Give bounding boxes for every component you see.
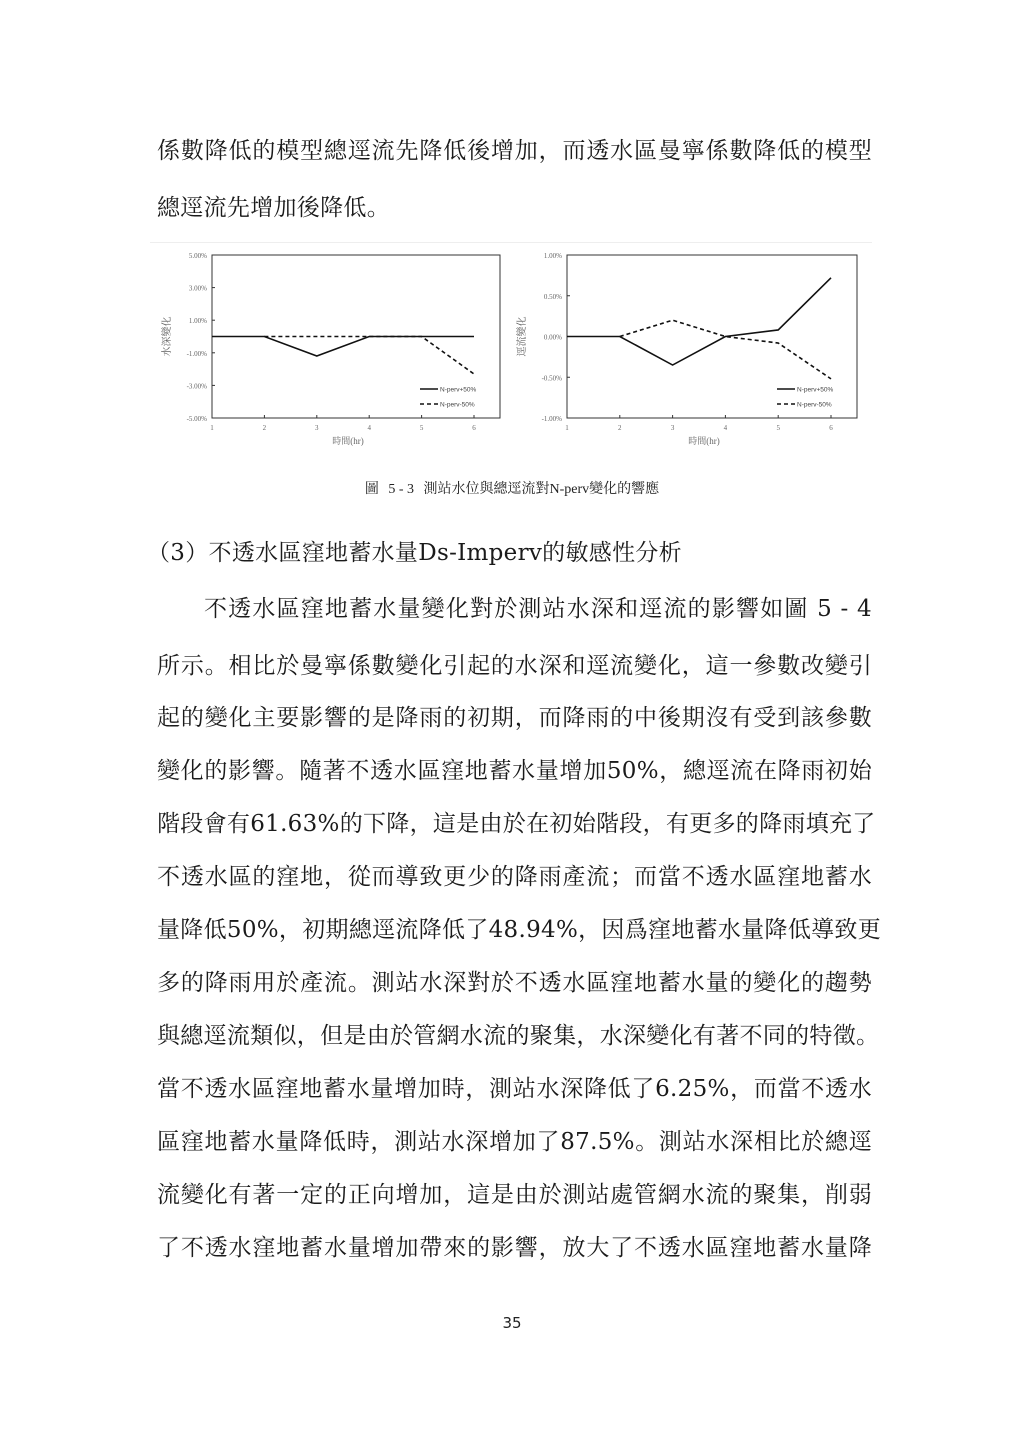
x-tick-label: 3 — [670, 424, 675, 432]
text-line: 區窪地蓄水量降低時，測站水深增加了87.5%。測站水深相比於總逕 — [157, 1129, 872, 1155]
figure-caption — [0, 478, 1024, 498]
x-tick-label: 2 — [262, 424, 267, 432]
caption-text: 測站水位與總逕流對N-perv變化的響應 — [423, 482, 660, 497]
text-line: 所示。相比於曼寧係數變化引起的水深和逕流變化，這一參數改變引 — [157, 653, 872, 679]
text-line: 變化的影響。隨著不透水區窪地蓄水量增加50%，總逕流在降雨初始 — [157, 758, 872, 784]
x-tick-label: 3 — [315, 424, 319, 432]
x-tick-label: 6 — [472, 424, 476, 432]
text-line: 流變化有著一定的正向增加，這是由於測站處管網水流的聚集，削弱 — [157, 1182, 872, 1208]
text-line: 多的降雨用於產流。測站水深對於不透水區窪地蓄水量的變化的趨勢 — [157, 970, 872, 996]
y-tick-label: 5.00% — [188, 252, 207, 260]
y-tick-label: 0.00% — [543, 333, 562, 342]
y-tick-label: -1.00% — [186, 349, 207, 358]
y-tick-label: -5.00% — [186, 415, 207, 423]
text-line: 量降低50%，初期總逕流降低了48.94%，因爲窪地蓄水量降低導致更 — [157, 917, 882, 943]
x-tick-label: 2 — [618, 424, 622, 432]
text-line: 係數降低的模型總逕流先降低後增加，而透水區曼寧係數降低的模型 — [157, 138, 872, 164]
chart-water-depth — [150, 244, 510, 453]
legend-label: N-perv+50% — [797, 386, 834, 394]
y-tick-label: -3.00% — [186, 382, 207, 391]
x-tick-label: 1 — [565, 424, 569, 432]
x-tick-label: 5 — [419, 424, 424, 432]
x-tick-label: 5 — [776, 424, 780, 432]
chart-runoff-svg — [510, 244, 870, 449]
y-tick-label: 1.00% — [188, 317, 207, 326]
section-heading: （3）不透水區窪地蓄水量Ds-Imperv的敏感性分析 — [147, 540, 682, 566]
caption-label: 圖 — [364, 482, 379, 497]
chart-water-depth-svg — [150, 244, 510, 449]
x-tick-label: 6 — [829, 424, 833, 432]
y-tick-label: 0.50% — [543, 292, 562, 301]
y-tick-label: 3.00% — [188, 284, 207, 293]
text-line: 階段會有61.63%的下降，這是由於在初始階段，有更多的降雨填充了 — [157, 811, 876, 837]
series-line-minus-50 — [620, 320, 831, 379]
series-line-minus-50 — [264, 337, 474, 374]
x-tick-label: 1 — [210, 424, 214, 432]
text-line: 起的變化主要影響的是降雨的初期，而降雨的中後期沒有受到該參數 — [157, 705, 872, 731]
legend-label: N-perv-50% — [797, 401, 832, 409]
caption-number: 5 - 3 — [388, 482, 414, 497]
text-line: 不透水區的窪地，從而導致更少的降雨產流；而當不透水區窪地蓄水 — [157, 864, 872, 890]
series-line-plus-50 — [212, 337, 474, 357]
legend-label: N-perv+50% — [440, 386, 477, 394]
x-axis-label: 時間(hr) — [332, 436, 364, 446]
y-tick-label: -1.00% — [541, 415, 562, 423]
x-tick-label: 4 — [723, 424, 728, 432]
y-tick-label: 1.00% — [543, 252, 562, 260]
text-line: 了不透水窪地蓄水量增加帶來的影響，放大了不透水區窪地蓄水量降 — [157, 1235, 872, 1261]
y-tick-label: -0.50% — [541, 374, 562, 383]
x-axis-label: 時間(hr) — [688, 436, 720, 446]
legend-label: N-perv-50% — [440, 401, 475, 409]
y-axis-label: 逕流變化 — [517, 316, 528, 357]
series-line-plus-50 — [567, 278, 831, 365]
text-line: 總逕流先增加後降低。 — [157, 195, 390, 221]
page-number: 35 — [502, 1314, 522, 1332]
x-tick-label: 4 — [367, 424, 371, 432]
chart-runoff — [510, 244, 870, 453]
text-line: 不透水區窪地蓄水量變化對於測站水深和逕流的影響如圖 5 - 4 — [204, 596, 872, 622]
text-line: 當不透水區窪地蓄水量增加時，測站水深降低了6.25%，而當不透水 — [157, 1076, 872, 1102]
y-axis-label: 水深變化 — [162, 316, 173, 357]
text-line: 與總逕流類似，但是由於管網水流的聚集，水深變化有著不同的特徵。 — [157, 1023, 880, 1049]
